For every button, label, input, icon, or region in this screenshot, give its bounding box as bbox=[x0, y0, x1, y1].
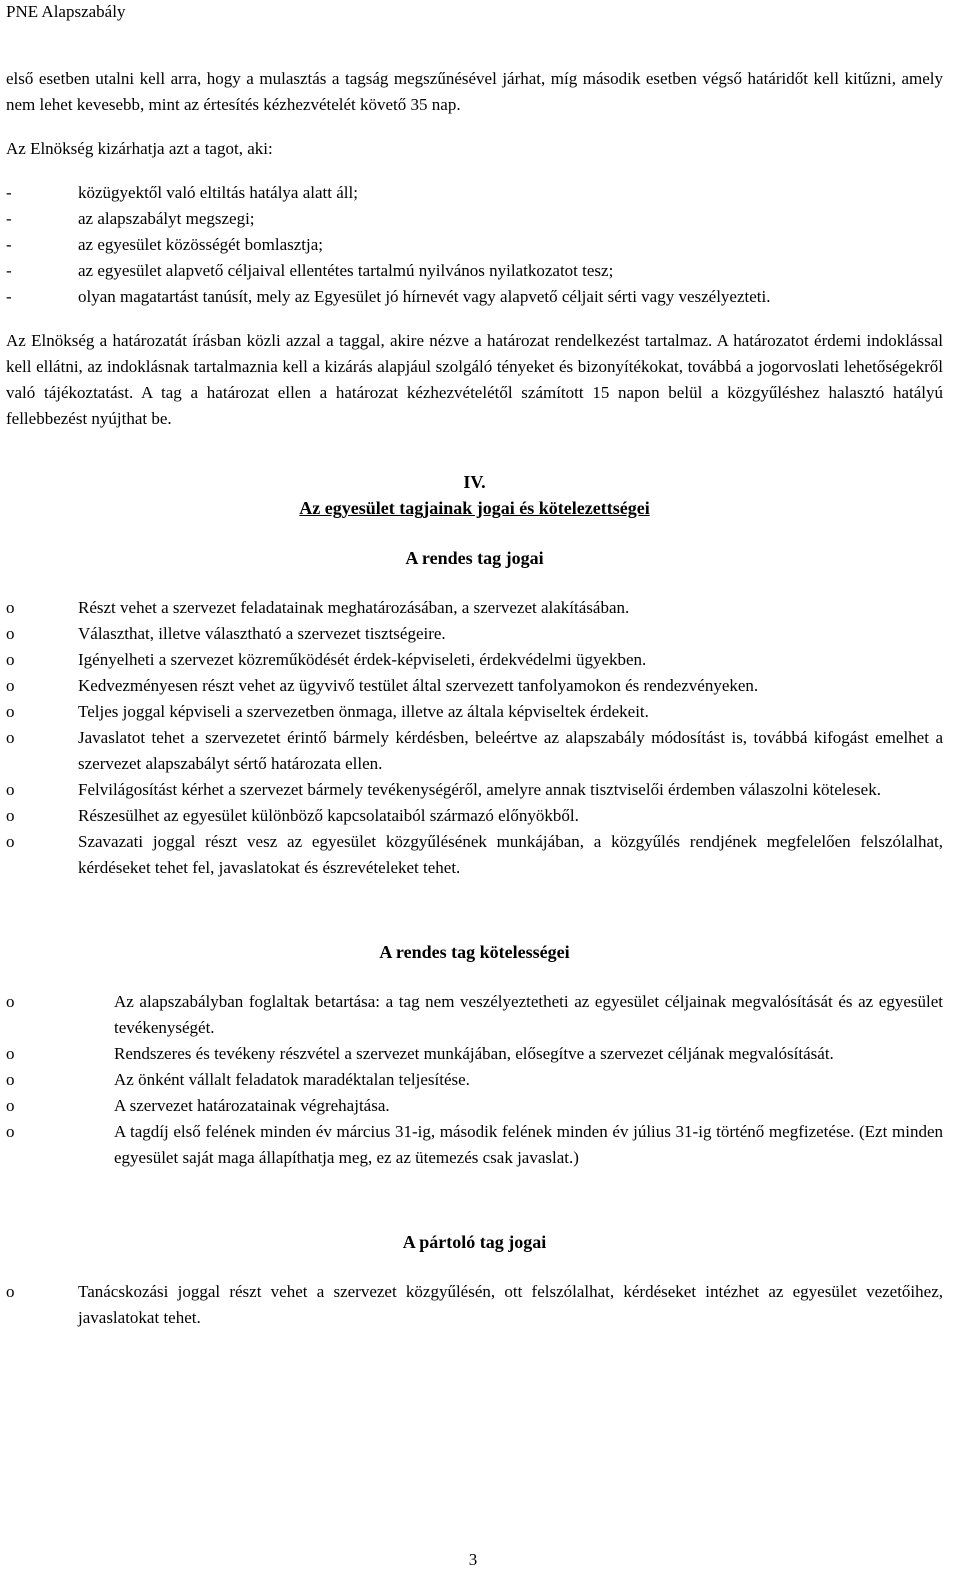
page-number: 3 bbox=[468, 1550, 478, 1569]
supporting-list bbox=[6, 1279, 943, 1331]
list-item-text: Választhat, illetve választható a szervezet tisztségeire. bbox=[78, 624, 446, 643]
document-body bbox=[6, 66, 943, 1331]
list-item bbox=[6, 621, 943, 647]
rights-list bbox=[6, 595, 943, 881]
list-item bbox=[6, 1041, 943, 1067]
bullet-marker: o bbox=[6, 728, 15, 747]
list-item-text: Az önként vállalt feladatok maradéktalan teljesítése. bbox=[114, 1070, 470, 1089]
bullet-marker: o bbox=[6, 1096, 15, 1115]
list-item bbox=[6, 1279, 943, 1331]
list-item-text: Javaslatot tehet a szervezetet érintő bármely kérdésben, beleértve az alapszabály módosítást is, továbbá kifogást emelhet a szervezet alapszabályt sértő határozata ellen. bbox=[78, 728, 943, 773]
list-item bbox=[6, 1093, 943, 1119]
section-title: Az egyesület tagjainak jogai és kötelezettségei bbox=[299, 498, 650, 518]
continuation-paragraph: első esetben utalni kell arra, hogy a mulasztás a tagság megszűnésével járhat, míg második esetben végső határidőt kell kitűzni, amely nem lehet kevesebb, mint az értesítés kézhezvételét követő 35 nap. bbox=[6, 69, 943, 114]
list-item bbox=[6, 284, 943, 310]
rights-heading: A rendes tag jogai bbox=[405, 548, 544, 568]
list-item bbox=[6, 206, 943, 232]
bullet-marker: o bbox=[6, 1122, 15, 1141]
bullet-marker: o bbox=[6, 650, 15, 669]
list-item bbox=[6, 699, 943, 725]
bullet-marker: o bbox=[6, 702, 15, 721]
list-item-text: Teljes joggal képviseli a szervezetben önmaga, illetve az általa képviseltek érdekeit. bbox=[78, 702, 649, 721]
list-item-text: Kedvezményesen részt vehet az ügyvivő testület által szervezett tanfolyamokon és rendezvényeken. bbox=[78, 676, 759, 695]
list-item-text: olyan magatartást tanúsít, mely az Egyesület jó hírnevét vagy alapvető céljait sérti vagy veszélyezteti. bbox=[78, 287, 771, 306]
bullet-marker: o bbox=[6, 1070, 15, 1089]
dash-marker: - bbox=[6, 183, 12, 202]
dash-marker: - bbox=[6, 261, 12, 280]
list-item-text: Részt vehet a szervezet feladatainak meghatározásában, a szervezet alakításában. bbox=[78, 598, 630, 617]
section-number: IV. bbox=[463, 472, 486, 492]
list-item-text: az alapszabályt megszegi; bbox=[78, 209, 255, 228]
dash-marker: - bbox=[6, 235, 12, 254]
list-item-text: Az alapszabályban foglaltak betartása: a tag nem veszélyeztetheti az egyesület céljainak megvalósítását és az egyesület tevékenységét. bbox=[114, 992, 943, 1037]
bullet-marker: o bbox=[6, 832, 15, 851]
list-item bbox=[6, 647, 943, 673]
list-item-text: az egyesület közösségét bomlasztja; bbox=[78, 235, 323, 254]
list-item bbox=[6, 989, 943, 1041]
supporting-heading: A pártoló tag jogai bbox=[402, 1232, 547, 1252]
list-item-text: Felvilágosítást kérhet a szervezet bármely tevékenységéről, amelyre annak tisztviselői érdemben válaszolni kötelesek. bbox=[78, 780, 881, 799]
bullet-marker: o bbox=[6, 1044, 15, 1063]
list-item-text: Részesülhet az egyesület különböző kapcsolataiból származó előnyökből. bbox=[78, 806, 579, 825]
bullet-marker: o bbox=[6, 676, 15, 695]
dash-marker: - bbox=[6, 287, 12, 306]
list-item-text: Igényelheti a szervezet közreműködését érdek-képviseleti, érdekvédelmi ügyekben. bbox=[78, 650, 647, 669]
bullet-marker: o bbox=[6, 598, 15, 617]
obligations-heading: A rendes tag kötelességei bbox=[379, 942, 570, 962]
dash-marker: - bbox=[6, 209, 12, 228]
list-item-text: A szervezet határozatainak végrehajtása. bbox=[114, 1096, 390, 1115]
list-item bbox=[6, 777, 943, 803]
list-item bbox=[6, 232, 943, 258]
list-item bbox=[6, 673, 943, 699]
decision-paragraph: Az Elnökség a határozatát írásban közli azzal a taggal, akire nézve a határozat rendelkezést tartalmaz. A határozatot érdemi indoklással kell ellátni, az indoklásnak tartalmaznia kell a kizárás alapjául szolgáló tényeket és bizonyítékokat, továbbá a jogorvoslati lehetőségekről való tájékoztatást. A tag a határozat ellen a határozat kézhezvételétől számított 15 napon belül a közgyűléshez halasztó hatályú fellebbezést nyújthat be. bbox=[6, 331, 943, 428]
bullet-marker: o bbox=[6, 992, 15, 1011]
obligations-list bbox=[6, 989, 943, 1171]
list-item-text: Rendszeres és tevékeny részvétel a szervezet munkájában, elősegítve a szervezet céljának megvalósítását. bbox=[114, 1044, 834, 1063]
bullet-marker: o bbox=[6, 1282, 15, 1301]
list-item bbox=[6, 803, 943, 829]
list-item-text: Szavazati joggal részt vesz az egyesület közgyűlésének munkájában, a közgyűlés rendjének megfelelően felszólalhat, kérdéseket tehet fel, javaslatokat és észrevételeket tehet. bbox=[78, 832, 943, 877]
list-item bbox=[6, 1119, 943, 1171]
list-item bbox=[6, 180, 943, 206]
list-item bbox=[6, 258, 943, 284]
exclusion-list bbox=[6, 180, 943, 310]
bullet-marker: o bbox=[6, 624, 15, 643]
document-header: PNE Alapszabály bbox=[6, 2, 126, 21]
list-item-text: az egyesület alapvető céljaival ellentétes tartalmú nyilvános nyilatkozatot tesz; bbox=[78, 261, 614, 280]
list-item bbox=[6, 595, 943, 621]
list-item-text: Tanácskozási joggal részt vehet a szervezet közgyűlésén, ott felszólalhat, kérdéseket intézhet az egyesület vezetőihez, javaslatokat tehet. bbox=[78, 1282, 943, 1327]
list-item bbox=[6, 829, 943, 881]
list-item-text: közügyektől való eltiltás hatálya alatt áll; bbox=[78, 183, 358, 202]
list-item bbox=[6, 1067, 943, 1093]
list-item-text: A tagdíj első felének minden év március 31-ig, második felének minden év július 31-ig történő megfizetése. (Ezt minden egyesület saját maga állapíthatja meg, ez az ütemezés csak javaslat.) bbox=[114, 1122, 943, 1167]
bullet-marker: o bbox=[6, 806, 15, 825]
exclusion-lead: Az Elnökség kizárhatja azt a tagot, aki: bbox=[6, 139, 273, 158]
list-item bbox=[6, 725, 943, 777]
bullet-marker: o bbox=[6, 780, 15, 799]
